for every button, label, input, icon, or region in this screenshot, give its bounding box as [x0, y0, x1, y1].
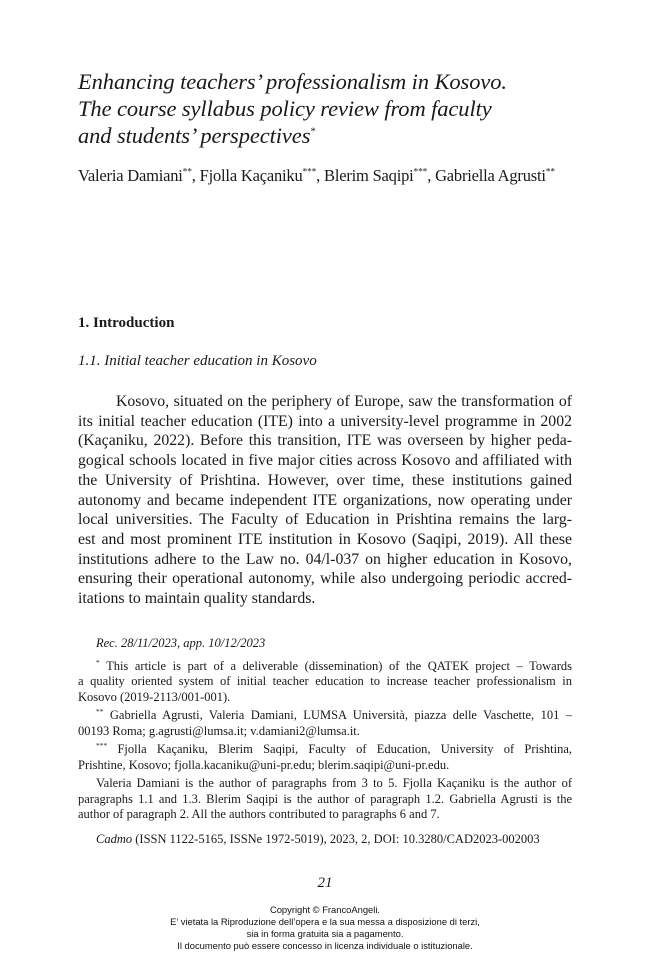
- footnote-text: Gabriella Agrusti, Valeria Damiani, LUMSA Università, piazza delle Vaschette, 101 –: [109, 708, 572, 722]
- author-name: Gabriella Agrusti: [435, 166, 546, 185]
- footnote-line: paragraphs 1.1 and 1.3. Blerim Saqipi is the author of paragraph 1.2. Gabriella Agrusti is the: [78, 791, 572, 806]
- page-number: 21: [317, 875, 333, 891]
- author-footnote-mark: **: [182, 167, 192, 178]
- footnote-line: [78, 708, 572, 724]
- body-line: local universities. The Faculty of Education in Prishtina remains the larg-: [78, 511, 572, 529]
- copyright-line: sia in forma gratuita sia a pagamento.: [246, 928, 404, 939]
- received-date: Rec. 28/11/2023, app. 10/12/2023: [96, 636, 266, 650]
- copyright-line: E’ vietata la Riproduzione dell’opera e la sua messa a disposizione di terzi,: [170, 916, 480, 927]
- copyright-line: Copyright © FrancoAngeli.: [269, 904, 381, 915]
- footnote-line: Valeria Damiani is the author of paragraphs from 3 to 5. Fjolla Kaçaniku is the author of: [96, 776, 572, 790]
- footnote-lumsa: [78, 708, 572, 739]
- copyright-line: Il documento può essere concesso in licenza individuale o istituzionale.: [177, 940, 473, 951]
- footnote-line: [78, 742, 572, 758]
- title-line-2: The course syllabus policy review from faculty: [78, 96, 492, 121]
- title-footnote-mark: *: [310, 125, 316, 138]
- footnote-line: Prishtine, Kosovo; fjolla.kacaniku@uni-pr.edu; blerim.saqipi@uni-pr.edu.: [78, 757, 450, 772]
- body-line: (Kaçaniku, 2022). Before this transition, ITE was overseen by higher peda-: [78, 432, 572, 450]
- author-list: [78, 166, 555, 186]
- journal-name: Cadmo: [96, 831, 133, 846]
- body-line: itations to maintain quality standards.: [78, 590, 316, 608]
- footnote-mark: **: [96, 706, 104, 716]
- author-separator: ,: [427, 166, 436, 185]
- author-footnote-mark: ***: [302, 167, 317, 178]
- footnote-line: a quality oriented system of initial teacher education to increase teacher professionalism in: [78, 674, 572, 688]
- author-separator: ,: [316, 166, 325, 185]
- body-line: Kosovo, situated on the periphery of Europe, saw the transformation of: [116, 393, 572, 410]
- body-line: autonomy and became independent ITE organizations, now operating under: [78, 491, 572, 509]
- footnote-line: author of paragraph 2. All the authors contributed to paragraphs 6 and 7.: [78, 807, 440, 821]
- body-line: institutions adhere to the Law no. 04/l-037 on higher education in Kosovo,: [78, 550, 572, 568]
- author-name: Fjolla Kaçaniku: [199, 166, 303, 185]
- footnote-project: [78, 659, 572, 706]
- author-name: Blerim Saqipi: [324, 166, 414, 185]
- author-footnote-mark: ***: [413, 167, 428, 178]
- footnote-line: Kosovo (2019-2113/001-001).: [78, 689, 231, 704]
- section-heading: 1. Introduction: [78, 315, 175, 331]
- body-line: gogical schools located in five major cities across Kosovo and affiliated with: [78, 452, 572, 470]
- body-line: the University of Prishtina. However, over time, these institutions gained: [78, 471, 572, 489]
- body-line: est and most prominent ITE institution in Kosovo (Saqipi, 2019). All these: [78, 530, 572, 548]
- footnote-mark: ***: [96, 740, 108, 750]
- title-line-3-text: and students’ perspectives: [78, 123, 311, 148]
- title-line-1: Enhancing teachers’ professionalism in Kosovo.: [78, 69, 507, 94]
- article-title: [78, 68, 578, 149]
- author-name: Valeria Damiani: [78, 166, 183, 185]
- journal-citation: [78, 832, 572, 848]
- copyright-notice: [0, 904, 650, 952]
- author-contributions: [78, 776, 572, 823]
- subsection-heading: 1.1. Initial teacher education in Kosovo: [78, 353, 317, 369]
- footnote-text: Fjolla Kaçaniku, Blerim Saqipi, Faculty of Education, University of Prishtina,: [117, 742, 572, 756]
- body-line: its initial teacher education (ITE) into a university-level programme in 2002: [78, 412, 572, 430]
- footnote-line: [78, 659, 572, 675]
- author-footnote-mark: **: [545, 167, 555, 178]
- body-paragraph: [78, 392, 572, 609]
- journal-details: (ISSN 1122-5165, ISSNe 1972-5019), 2023, 2, DOI: 10.3280/CAD2023-002003: [132, 831, 540, 846]
- footnote-prishtina: [78, 742, 572, 773]
- footnote-mark: *: [96, 657, 100, 667]
- author-separator: ,: [191, 166, 200, 185]
- body-line: ensuring their operational autonomy, while also undergoing periodic accred-: [78, 570, 572, 588]
- footnote-text: This article is part of a deliverable (dissemination) of the QATEK project – Towards: [106, 658, 572, 673]
- footnote-line: 00193 Roma; g.agrusti@lumsa.it; v.damiani2@lumsa.it.: [78, 723, 360, 738]
- title-line-3: [78, 122, 578, 149]
- footnotes: [78, 636, 572, 847]
